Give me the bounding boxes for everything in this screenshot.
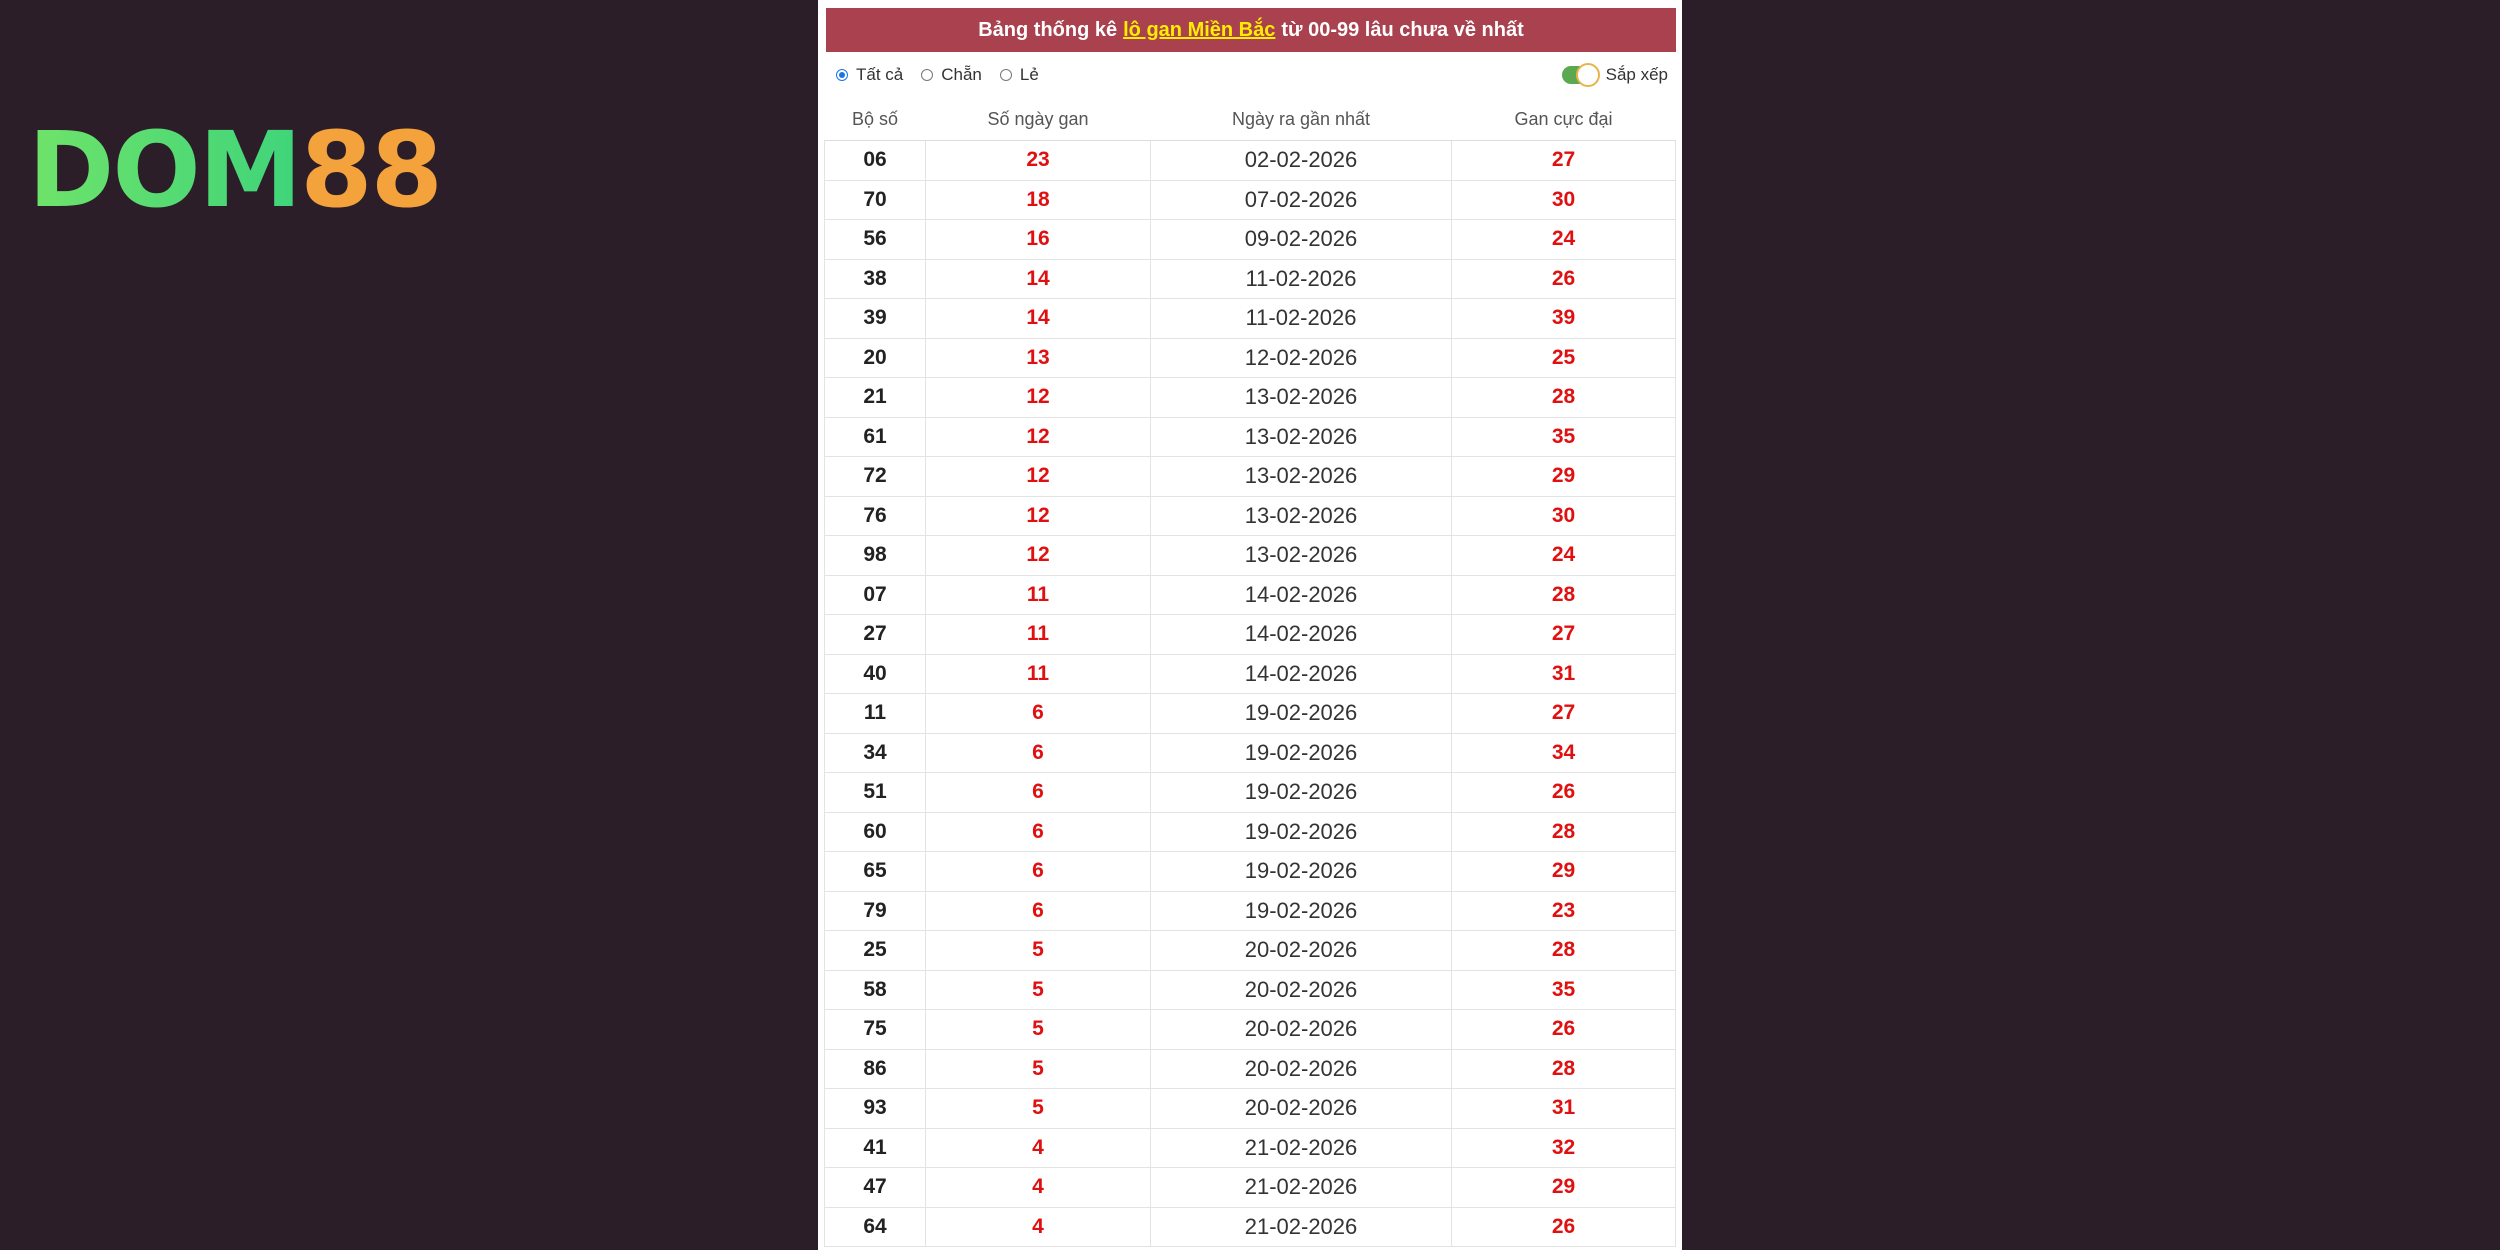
cell-bo-so: 61 <box>825 417 926 457</box>
cell-gan-cuc-dai: 34 <box>1452 733 1676 773</box>
cell-so-ngay-gan: 6 <box>926 694 1151 734</box>
radio-icon <box>921 69 933 81</box>
table-row <box>825 378 1676 418</box>
radio-checked-icon <box>836 69 848 81</box>
cell-ngay-ra: 20-02-2026 <box>1151 931 1452 971</box>
cell-gan-cuc-dai: 26 <box>1452 1010 1676 1050</box>
cell-so-ngay-gan: 11 <box>926 654 1151 694</box>
cell-gan-cuc-dai: 31 <box>1452 654 1676 694</box>
cell-so-ngay-gan: 6 <box>926 852 1151 892</box>
sort-label: Sắp xếp <box>1605 65 1668 84</box>
filter-all-label: Tất cả <box>856 65 904 84</box>
cell-bo-so: 93 <box>825 1089 926 1129</box>
table-row <box>825 338 1676 378</box>
cell-gan-cuc-dai: 25 <box>1452 338 1676 378</box>
cell-ngay-ra: 13-02-2026 <box>1151 378 1452 418</box>
cell-so-ngay-gan: 6 <box>926 733 1151 773</box>
filter-all-radio[interactable] <box>836 65 903 85</box>
cell-so-ngay-gan: 12 <box>926 496 1151 536</box>
cell-so-ngay-gan: 12 <box>926 417 1151 457</box>
cell-bo-so: 34 <box>825 733 926 773</box>
cell-bo-so: 20 <box>825 338 926 378</box>
col-header-bo-so: Bộ số <box>825 98 926 141</box>
cell-bo-so: 40 <box>825 654 926 694</box>
cell-so-ngay-gan: 14 <box>926 259 1151 299</box>
cell-gan-cuc-dai: 26 <box>1452 1207 1676 1247</box>
title-suffix: từ 00-99 lâu chưa về nhất <box>1281 18 1524 41</box>
col-header-so-ngay-gan: Số ngày gan <box>926 98 1151 141</box>
cell-bo-so: 65 <box>825 852 926 892</box>
cell-gan-cuc-dai: 28 <box>1452 575 1676 615</box>
table-row <box>825 1128 1676 1168</box>
cell-ngay-ra: 21-02-2026 <box>1151 1128 1452 1168</box>
cell-so-ngay-gan: 18 <box>926 180 1151 220</box>
cell-so-ngay-gan: 5 <box>926 1049 1151 1089</box>
cell-gan-cuc-dai: 26 <box>1452 259 1676 299</box>
table-row <box>825 733 1676 773</box>
cell-gan-cuc-dai: 27 <box>1452 615 1676 655</box>
cell-ngay-ra: 13-02-2026 <box>1151 536 1452 576</box>
table-row <box>825 299 1676 339</box>
cell-gan-cuc-dai: 31 <box>1452 1089 1676 1129</box>
cell-gan-cuc-dai: 30 <box>1452 496 1676 536</box>
cell-so-ngay-gan: 12 <box>926 536 1151 576</box>
cell-bo-so: 21 <box>825 378 926 418</box>
cell-gan-cuc-dai: 26 <box>1452 773 1676 813</box>
cell-so-ngay-gan: 6 <box>926 891 1151 931</box>
cell-ngay-ra: 19-02-2026 <box>1151 773 1452 813</box>
logo-text-88: 88 <box>300 109 441 231</box>
cell-ngay-ra: 13-02-2026 <box>1151 457 1452 497</box>
cell-bo-so: 27 <box>825 615 926 655</box>
filter-odd-radio[interactable] <box>1000 65 1039 85</box>
table-row <box>825 891 1676 931</box>
cell-bo-so: 60 <box>825 812 926 852</box>
cell-gan-cuc-dai: 29 <box>1452 852 1676 892</box>
table-row <box>825 931 1676 971</box>
table-row <box>825 694 1676 734</box>
cell-so-ngay-gan: 5 <box>926 931 1151 971</box>
cell-gan-cuc-dai: 30 <box>1452 180 1676 220</box>
cell-bo-so: 70 <box>825 180 926 220</box>
cell-bo-so: 58 <box>825 970 926 1010</box>
cell-so-ngay-gan: 12 <box>926 457 1151 497</box>
cell-ngay-ra: 14-02-2026 <box>1151 575 1452 615</box>
cell-gan-cuc-dai: 35 <box>1452 970 1676 1010</box>
title-link[interactable]: lô gan Miền Bắc <box>1123 18 1276 41</box>
cell-so-ngay-gan: 16 <box>926 220 1151 260</box>
cell-so-ngay-gan: 4 <box>926 1128 1151 1168</box>
table-row <box>825 654 1676 694</box>
toggle-switch-icon <box>1562 66 1598 84</box>
cell-so-ngay-gan: 5 <box>926 1010 1151 1050</box>
table-row <box>825 1089 1676 1129</box>
cell-gan-cuc-dai: 28 <box>1452 378 1676 418</box>
dom88-logo <box>28 109 441 231</box>
cell-ngay-ra: 09-02-2026 <box>1151 220 1452 260</box>
cell-bo-so: 79 <box>825 891 926 931</box>
cell-ngay-ra: 14-02-2026 <box>1151 615 1452 655</box>
logo-text-dom: DOM <box>28 109 301 231</box>
cell-bo-so: 25 <box>825 931 926 971</box>
table-row <box>825 1168 1676 1208</box>
col-header-gan-cuc-dai: Gan cực đại <box>1452 98 1676 141</box>
cell-bo-so: 75 <box>825 1010 926 1050</box>
sort-toggle[interactable] <box>1562 65 1668 85</box>
cell-bo-so: 72 <box>825 457 926 497</box>
cell-so-ngay-gan: 11 <box>926 615 1151 655</box>
cell-so-ngay-gan: 23 <box>926 141 1151 181</box>
filter-even-label: Chẵn <box>941 65 982 84</box>
cell-so-ngay-gan: 6 <box>926 773 1151 813</box>
cell-ngay-ra: 11-02-2026 <box>1151 299 1452 339</box>
cell-bo-so: 56 <box>825 220 926 260</box>
cell-ngay-ra: 20-02-2026 <box>1151 970 1452 1010</box>
table-row <box>825 141 1676 181</box>
cell-bo-so: 41 <box>825 1128 926 1168</box>
cell-so-ngay-gan: 5 <box>926 1089 1151 1129</box>
table-body <box>825 141 1676 1247</box>
table-row <box>825 496 1676 536</box>
cell-gan-cuc-dai: 28 <box>1452 812 1676 852</box>
table-row <box>825 1207 1676 1247</box>
cell-so-ngay-gan: 11 <box>926 575 1151 615</box>
cell-gan-cuc-dai: 35 <box>1452 417 1676 457</box>
cell-ngay-ra: 20-02-2026 <box>1151 1010 1452 1050</box>
cell-gan-cuc-dai: 29 <box>1452 457 1676 497</box>
col-header-ngay-ra: Ngày ra gần nhất <box>1151 98 1452 141</box>
cell-so-ngay-gan: 4 <box>926 1207 1151 1247</box>
cell-bo-so: 76 <box>825 496 926 536</box>
filter-odd-label: Lẻ <box>1019 65 1039 84</box>
filter-even-radio[interactable] <box>921 65 982 85</box>
cell-bo-so: 64 <box>825 1207 926 1247</box>
cell-gan-cuc-dai: 27 <box>1452 141 1676 181</box>
cell-bo-so: 39 <box>825 299 926 339</box>
cell-ngay-ra: 19-02-2026 <box>1151 891 1452 931</box>
table-row <box>825 852 1676 892</box>
cell-gan-cuc-dai: 32 <box>1452 1128 1676 1168</box>
table-row <box>825 615 1676 655</box>
table-row <box>825 180 1676 220</box>
cell-ngay-ra: 13-02-2026 <box>1151 417 1452 457</box>
cell-gan-cuc-dai: 28 <box>1452 931 1676 971</box>
cell-ngay-ra: 19-02-2026 <box>1151 812 1452 852</box>
cell-gan-cuc-dai: 39 <box>1452 299 1676 339</box>
table-row <box>825 1010 1676 1050</box>
cell-ngay-ra: 12-02-2026 <box>1151 338 1452 378</box>
radio-icon <box>1000 69 1012 81</box>
cell-bo-so: 98 <box>825 536 926 576</box>
cell-bo-so: 86 <box>825 1049 926 1089</box>
table-row <box>825 1049 1676 1089</box>
cell-so-ngay-gan: 5 <box>926 970 1151 1010</box>
cell-so-ngay-gan: 4 <box>926 1168 1151 1208</box>
cell-gan-cuc-dai: 29 <box>1452 1168 1676 1208</box>
cell-ngay-ra: 19-02-2026 <box>1151 852 1452 892</box>
cell-bo-so: 11 <box>825 694 926 734</box>
cell-bo-so: 47 <box>825 1168 926 1208</box>
cell-bo-so: 07 <box>825 575 926 615</box>
cell-ngay-ra: 21-02-2026 <box>1151 1168 1452 1208</box>
table-title <box>826 8 1676 52</box>
table-row <box>825 417 1676 457</box>
cell-ngay-ra: 11-02-2026 <box>1151 259 1452 299</box>
table-row <box>825 773 1676 813</box>
cell-so-ngay-gan: 14 <box>926 299 1151 339</box>
cell-ngay-ra: 20-02-2026 <box>1151 1089 1452 1129</box>
table-row <box>825 259 1676 299</box>
cell-bo-so: 06 <box>825 141 926 181</box>
cell-gan-cuc-dai: 24 <box>1452 536 1676 576</box>
cell-bo-so: 38 <box>825 259 926 299</box>
cell-so-ngay-gan: 6 <box>926 812 1151 852</box>
cell-bo-so: 51 <box>825 773 926 813</box>
table-row <box>825 575 1676 615</box>
cell-ngay-ra: 20-02-2026 <box>1151 1049 1452 1089</box>
table-row <box>825 536 1676 576</box>
filter-bar <box>818 52 1682 98</box>
cell-so-ngay-gan: 13 <box>926 338 1151 378</box>
cell-ngay-ra: 14-02-2026 <box>1151 654 1452 694</box>
cell-gan-cuc-dai: 28 <box>1452 1049 1676 1089</box>
cell-gan-cuc-dai: 23 <box>1452 891 1676 931</box>
lo-gan-table <box>824 98 1676 1247</box>
cell-ngay-ra: 19-02-2026 <box>1151 694 1452 734</box>
lo-gan-panel <box>818 0 1682 1250</box>
cell-so-ngay-gan: 12 <box>926 378 1151 418</box>
cell-gan-cuc-dai: 27 <box>1452 694 1676 734</box>
table-row <box>825 457 1676 497</box>
cell-ngay-ra: 19-02-2026 <box>1151 733 1452 773</box>
title-prefix: Bảng thống kê <box>978 18 1118 41</box>
table-header-row <box>825 98 1676 141</box>
cell-ngay-ra: 13-02-2026 <box>1151 496 1452 536</box>
cell-ngay-ra: 02-02-2026 <box>1151 141 1452 181</box>
table-row <box>825 812 1676 852</box>
cell-ngay-ra: 21-02-2026 <box>1151 1207 1452 1247</box>
table-row <box>825 220 1676 260</box>
cell-gan-cuc-dai: 24 <box>1452 220 1676 260</box>
table-row <box>825 970 1676 1010</box>
cell-ngay-ra: 07-02-2026 <box>1151 180 1452 220</box>
